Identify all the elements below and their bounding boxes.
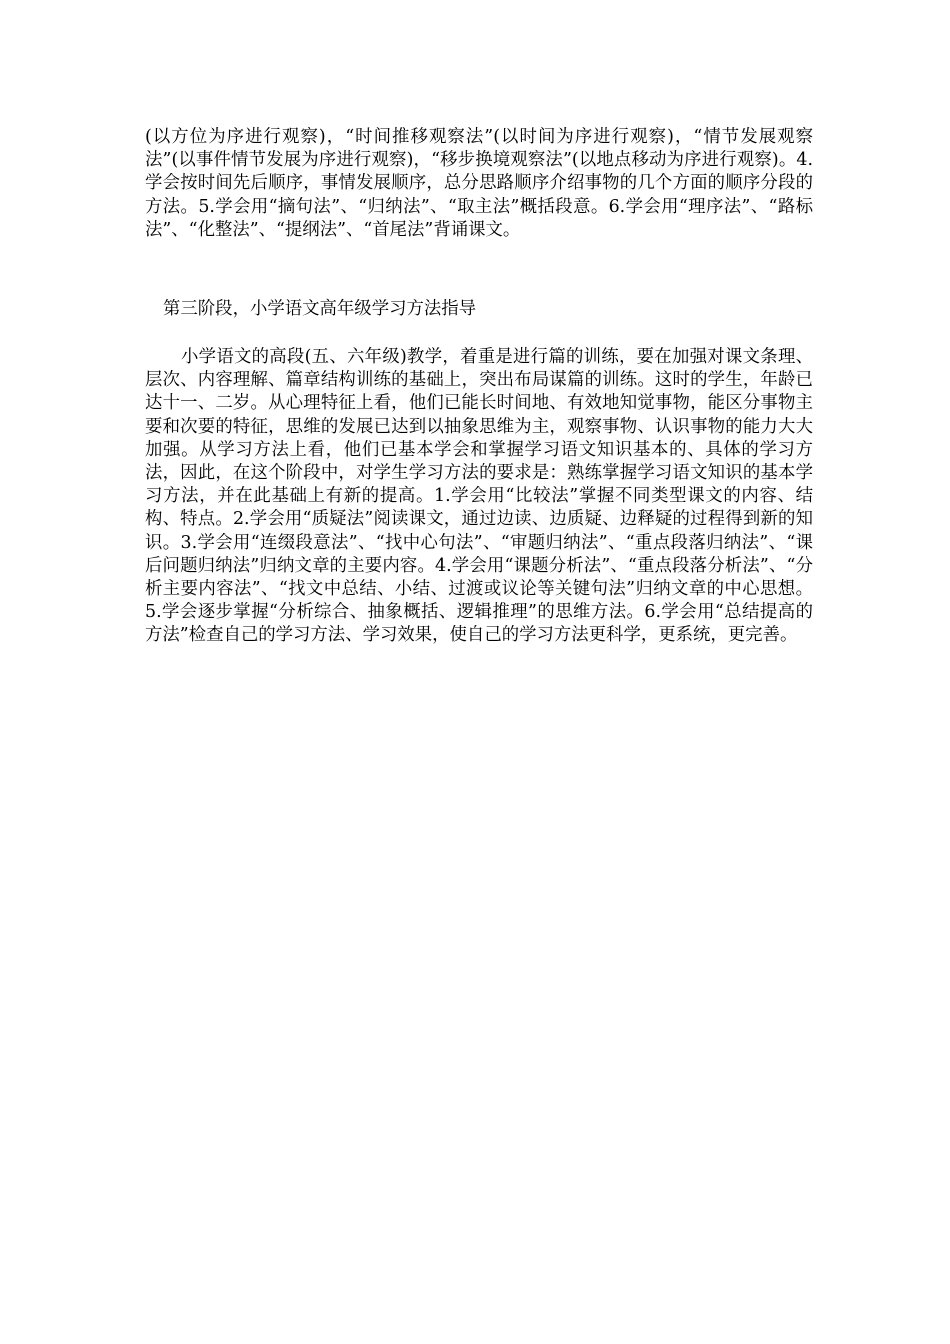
section-heading: 第三阶段，小学语文高年级学习方法指导: [163, 299, 477, 319]
continued-paragraph: (以方位为序进行观察)，“时间推移观察法”(以时间为序进行观察)，“情节发展观察法”(以事件情节发展为序进行观察)，“移步换境观察法”(以地点移动为序进行观察)。4.学会按时间先后顺序，事情发展顺序，总分思路顺序介绍事物的几个方面的顺序分段的方法。5.学会用“摘句法”、“归纳法”、“取主法”概括段意。6.学会用“理序法”、“路标法”、“化整法”、“提纲法”、“首尾法”背诵课文。: [145, 127, 813, 240]
section-body-paragraph: 小学语文的高段(五、六年级)教学，着重是进行篇的训练，要在加强对课文条理、层次、内容理解、篇章结构训练的基础上，突出布局谋篇的训练。这时的学生，年龄已达十一、二岁。从心理特征上看，他们已能长时间地、有效地知觉事物，能区分事物主要和次要的特征，思维的发展已达到以抽象思维为主，观察事物、认识事物的能力大大加强。从学习方法上看，他们已基本学会和掌握学习语文知识基本的、具体的学习方法，因此，在这个阶段中，对学生学习方法的要求是：熟练掌握学习语文知识的基本学习方法，并在此基础上有新的提高。1.学会用“比较法”掌握不同类型课文的内容、结构、特点。2.学会用“质疑法”阅读课文，通过边读、边质疑、边释疑的过程得到新的知识。3.学会用“连缀段意法”、“找中心句法”、“审题归纳法”、“重点段落归纳法”、“课后问题归纳法”归纳文章的主要内容。4.学会用“课题分析法”、“重点段落分析法”、“分析主要内容法”、“找文中总结、小结、过渡或议论等关键句法”归纳文章的中心思想。5.学会逐步掌握“分析综合、抽象概括、逻辑推理”的思维方法。6.学会用“总结提高的方法”检查自己的学习方法、学习效果，使自己的学习方法更科学，更系统，更完善。: [145, 347, 813, 646]
